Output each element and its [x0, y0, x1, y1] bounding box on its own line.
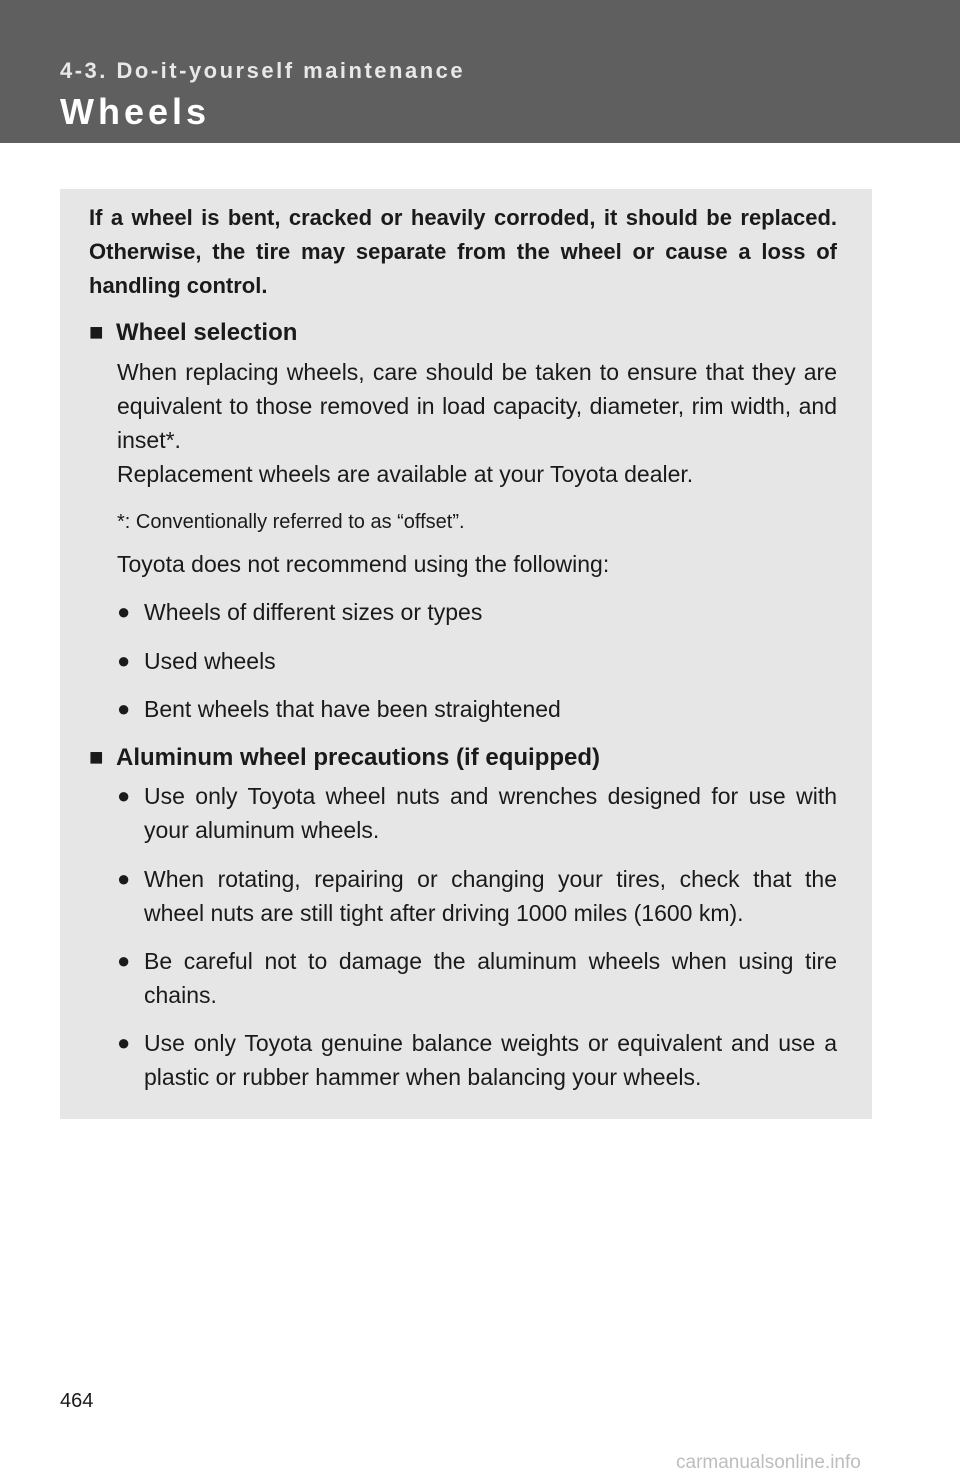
- list-item-text: When rotating, repairing or changing your tires, check that the wheel nuts are still tight after driving 1000 miles (1600 km).: [144, 866, 837, 926]
- list-item: [117, 644, 837, 678]
- list-item-text: Be careful not to damage the aluminum wheels when using tire chains.: [144, 948, 837, 1008]
- list-item-text: Used wheels: [144, 648, 276, 674]
- bullet-icon: ●: [117, 599, 131, 624]
- page-header: [0, 0, 960, 143]
- wheel-selection-heading: [89, 316, 297, 350]
- bullet-icon: ●: [117, 783, 131, 808]
- square-bullet-icon: ■: [89, 744, 104, 771]
- bullet-icon: ●: [117, 948, 131, 973]
- bullet-icon: ●: [117, 866, 131, 891]
- footnote: *: Conventionally referred to as “offset”.: [117, 511, 465, 533]
- list-item: [117, 692, 837, 726]
- bullet-icon: ●: [117, 648, 131, 673]
- list-item: [117, 779, 837, 847]
- bullet-icon: ●: [117, 696, 131, 721]
- watermark: carmanualsonline.info: [676, 1452, 861, 1473]
- page-title: Wheels: [60, 91, 211, 132]
- wheel-selection-paragraph: When replacing wheels, care should be taken to ensure that they are equivalent to those removed in load capacity, diameter, rim width, and inset*.: [117, 359, 837, 453]
- intro-text: If a wheel is bent, cracked or heavily corroded, it should be replaced. Otherwise, the tire may separate from the wheel or cause a loss of handling control.: [89, 205, 837, 298]
- list-item: [117, 862, 837, 930]
- square-bullet-icon: ■: [89, 319, 104, 346]
- list-item-text: Use only Toyota wheel nuts and wrenches designed for use with your aluminum wheels.: [144, 783, 837, 843]
- aluminum-heading: [89, 741, 600, 775]
- heading-text: Wheel selection: [116, 319, 298, 346]
- list-item-text: Use only Toyota genuine balance weights or equivalent and use a plastic or rubber hammer when balancing your wheels.: [144, 1030, 837, 1090]
- page-number: 464: [60, 1390, 94, 1412]
- dealer-paragraph: Replacement wheels are available at your Toyota dealer.: [117, 461, 694, 487]
- list-item-text: Bent wheels that have been straightened: [144, 696, 561, 722]
- list-item: [117, 944, 837, 1012]
- not-recommended-text: Toyota does not recommend using the following:: [117, 551, 610, 577]
- heading-text: Aluminum wheel precautions (if equipped): [116, 744, 601, 771]
- bullet-icon: ●: [117, 1030, 131, 1055]
- list-item-text: Wheels of different sizes or types: [144, 599, 483, 625]
- section-label: 4-3. Do-it-yourself maintenance: [60, 58, 466, 83]
- list-item: [117, 595, 837, 629]
- list-item: [117, 1026, 837, 1094]
